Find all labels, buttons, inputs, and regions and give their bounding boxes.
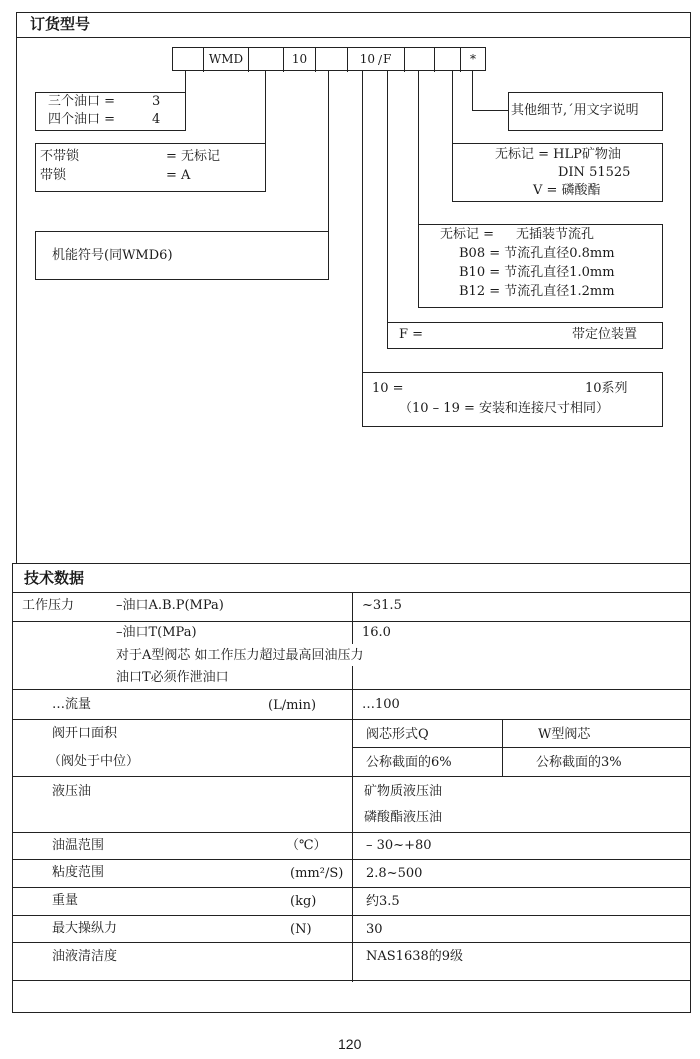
leader-line	[418, 71, 419, 225]
fluid-value: 磷酸酯液压油	[364, 810, 443, 825]
code-cell	[249, 48, 284, 72]
model-code-strip	[172, 47, 486, 71]
max-force-value: 30	[366, 922, 383, 937]
leader-line	[452, 71, 453, 144]
pressure-abp-value: ~31.5	[362, 598, 402, 613]
order-header-divider	[16, 37, 691, 38]
code-cell	[173, 48, 204, 72]
detent-label: F =	[399, 327, 424, 342]
max-force-label: 最大操纵力	[52, 921, 118, 936]
tech-section-title: 技术数据	[24, 569, 85, 587]
viscosity-unit: (mm²/S)	[290, 866, 344, 881]
pressure-note: 对于A型阀芯 如工作压力超过最高回油压力	[116, 648, 364, 663]
code-cell-wmd: WMD	[204, 48, 249, 72]
seal-line: 无标记 = HLP矿物油	[495, 147, 621, 162]
code-cell	[405, 48, 435, 72]
ports-label: 三个油口 =	[48, 94, 116, 109]
function-text: 机能符号(同WMD6)	[52, 248, 173, 263]
orifice-value: 无插装节流孔	[516, 227, 595, 242]
ports-box	[35, 92, 186, 131]
cleanliness-label: 油液清洁度	[52, 949, 118, 964]
series-note: （10 – 19 = 安装和连接尺寸相同）	[399, 401, 610, 416]
pressure-t-label: –油口T(MPa)	[116, 625, 197, 640]
column-divider	[502, 719, 503, 776]
weight-value: 约3.5	[366, 894, 400, 909]
fluid-value: 矿物质液压油	[364, 784, 443, 799]
ports-value: 4	[152, 112, 161, 127]
weight-unit: (kg)	[290, 894, 317, 909]
code-cell-detent: F	[379, 48, 405, 72]
opening-label: 阀开口面积	[52, 726, 118, 741]
viscosity-value: 2.8~500	[366, 866, 423, 881]
column-divider	[352, 666, 353, 982]
leader-line	[265, 71, 266, 144]
orifice-row: B10 = 节流孔直径1.0mm	[459, 265, 615, 280]
cleanliness-value: NAS1638的9级	[366, 949, 464, 964]
ports-label: 四个油口 =	[48, 112, 116, 127]
oil-temp-label: 油温范围	[52, 838, 105, 853]
pressure-label: 工作压力	[22, 598, 75, 613]
pressure-t-value: 16.0	[362, 625, 391, 640]
code-cell	[435, 48, 461, 72]
code-cell-series: 10	[359, 52, 375, 66]
series-label: 10 =	[372, 381, 404, 396]
seal-line: DIN 51525	[558, 165, 631, 180]
ports-value: 3	[152, 94, 161, 109]
code-cell-ports: 10	[284, 48, 316, 72]
function-box	[35, 231, 329, 280]
page-number: 120	[338, 1036, 362, 1052]
code-slash: /	[378, 53, 383, 67]
max-force-unit: (N)	[290, 922, 312, 937]
detent-value: 带定位装置	[572, 327, 638, 342]
lock-value: = 无标记	[166, 149, 221, 164]
seal-box	[452, 143, 663, 202]
oil-temp-value: – 30~+80	[366, 838, 432, 853]
lock-label: 带锁	[40, 168, 67, 183]
series-value: 10系列	[585, 381, 628, 396]
flow-unit: (L/min)	[268, 698, 317, 713]
opening-label: （阀处于中位）	[48, 754, 140, 769]
column-divider	[352, 592, 353, 644]
leader-line	[472, 110, 509, 111]
lock-label: 不带锁	[40, 149, 80, 164]
leader-line	[387, 71, 388, 323]
pressure-abp-label: –油口A.B.P(MPa)	[116, 598, 224, 613]
opening-col2-head: W型阀芯	[538, 727, 591, 742]
other-details-text: 其他细节,´用文字说明	[511, 103, 639, 118]
leader-line	[472, 71, 473, 111]
flow-label: …流量	[52, 697, 92, 712]
fluid-label: 液压油	[52, 784, 92, 799]
orifice-row: B12 = 节流孔直径1.2mm	[459, 284, 615, 299]
leader-line	[328, 71, 329, 232]
order-section-title: 订货型号	[30, 15, 91, 33]
viscosity-label: 粘度范围	[52, 865, 105, 880]
opening-col1-head: 阀芯形式Q	[366, 727, 429, 742]
weight-label: 重量	[52, 893, 79, 908]
oil-temp-unit: （℃）	[286, 838, 327, 853]
lock-box	[35, 143, 266, 192]
pressure-note: 油口T必须作泄油口	[116, 670, 229, 685]
leader-line	[362, 71, 363, 373]
row-divider	[352, 747, 691, 748]
orifice-box	[418, 224, 663, 308]
opening-col1-value: 公称截面的6%	[366, 755, 452, 770]
leader-line	[185, 71, 186, 93]
seal-line: V = 磷酸酯	[533, 183, 601, 198]
flow-value: …100	[362, 697, 400, 712]
series-box	[362, 372, 663, 427]
detent-box	[387, 322, 663, 349]
other-details-box	[508, 92, 663, 131]
opening-col2-value: 公称截面的3%	[536, 755, 622, 770]
code-cell	[316, 48, 348, 72]
orifice-label: 无标记 =	[440, 227, 495, 242]
code-cell-other: *	[470, 52, 476, 66]
lock-value: = A	[166, 168, 191, 183]
orifice-row: B08 = 节流孔直径0.8mm	[459, 246, 615, 261]
